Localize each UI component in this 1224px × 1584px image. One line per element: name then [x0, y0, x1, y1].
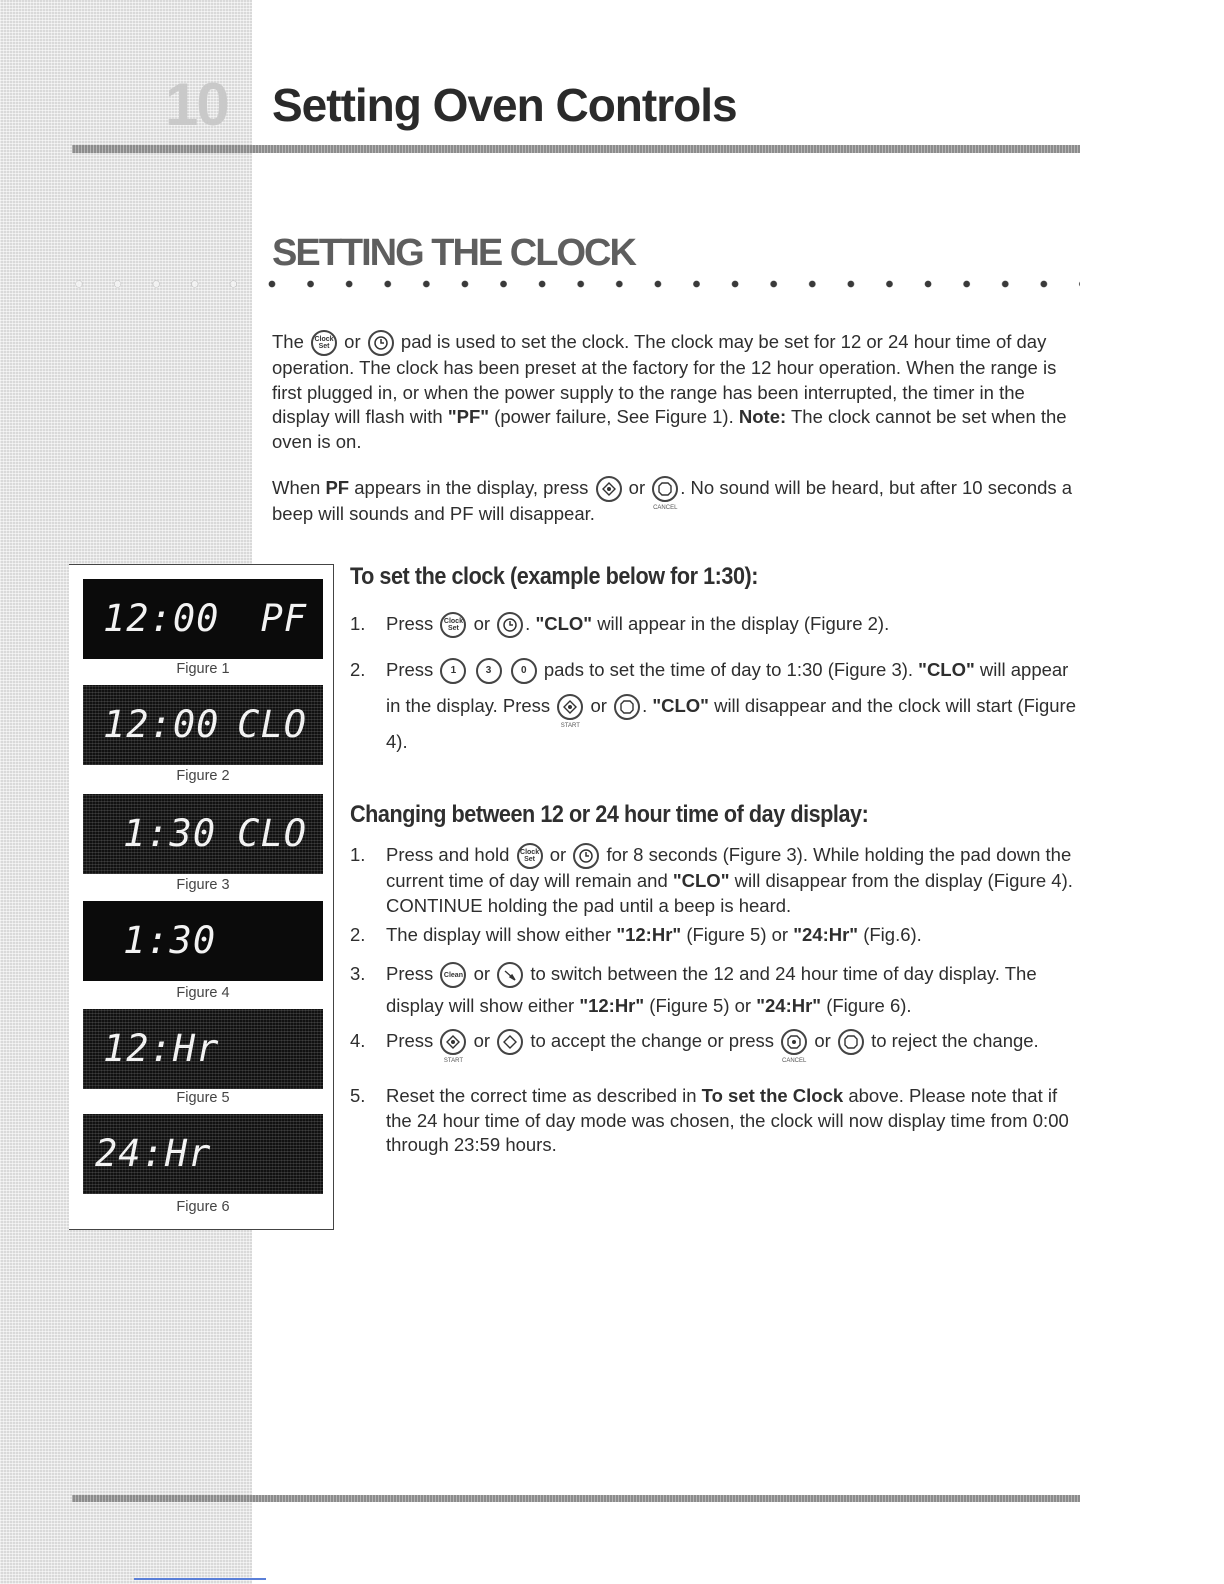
oven-display-figure-6 [83, 1114, 323, 1194]
set-clock-heading: To set the clock (example below for 1:30): [350, 563, 759, 590]
footer-rule [72, 1495, 1080, 1502]
text: (Fig.6). [863, 924, 922, 945]
text: appears in the display, press [354, 477, 589, 498]
oven-display-figure-2 [83, 685, 323, 765]
start-pad-icon [596, 476, 622, 502]
text: (Figure 5) or [686, 924, 789, 945]
text: (Figure 5) or [649, 995, 752, 1016]
text: or [473, 613, 491, 634]
self-clean-pad-icon [497, 962, 523, 988]
cancel-pad-icon [614, 694, 640, 720]
oven-display-figure-1 [83, 579, 323, 659]
text: above. Please note that if the 24 hour time of day mode was chosen, the clock will now display time from 0:00 through 23:59 hours. [386, 1085, 1069, 1155]
digit-1-pad-icon: 1 [440, 658, 466, 684]
text: to switch between the 12 and 24 hour time of day display. The display will show either [386, 963, 1037, 1016]
oven-display-figure-5 [83, 1009, 323, 1089]
change-step-1 [350, 843, 1080, 918]
hr12-code: "12:Hr" [616, 924, 682, 945]
text: Press and hold [386, 844, 510, 865]
display-time: 1:30 [123, 919, 217, 962]
digit-3-pad-icon: 3 [476, 658, 502, 684]
note-text: The clock cannot be set when the oven is on. [272, 406, 1067, 452]
text: for 8 seconds (Figure 3). While holding the pad down the current time of day will remain and [386, 844, 1072, 892]
step-number: 1. [350, 613, 366, 634]
text: When [272, 477, 321, 498]
oven-display-figure-3 [83, 794, 323, 874]
display-time: 12:00 [103, 597, 220, 640]
hr24-code: "24:Hr" [793, 924, 859, 945]
clo-code: "CLO" [918, 659, 975, 680]
clock-set-pad-icon: Clock Set [440, 612, 466, 638]
chapter-number: 10 [165, 71, 228, 138]
text: or [814, 1030, 831, 1051]
page-title: Setting Oven Controls [272, 79, 737, 131]
display-time: 1:30 [123, 812, 217, 855]
clock-pad-icon [573, 843, 599, 869]
clo-code: "CLO" [535, 613, 593, 634]
clock-pad-icon [368, 330, 394, 356]
text: will disappear from the display (Figure 4). CONTINUE holding the pad until a beep is heard. [386, 870, 1073, 916]
hr24-code: "24:Hr" [756, 995, 822, 1016]
change-step-2 [350, 923, 1080, 948]
start-pad-icon: START [440, 1029, 466, 1055]
header-rule [72, 145, 1080, 153]
text: or [628, 477, 646, 498]
display-time: 24:Hr [95, 1132, 212, 1175]
change-step-5 [350, 1084, 1080, 1158]
clo-code: "CLO" [672, 870, 730, 892]
note-label: Note: [738, 406, 787, 428]
hr12-code: "12:Hr" [579, 995, 645, 1016]
section-heading: SETTING THE CLOCK [272, 232, 635, 274]
text: or [590, 695, 607, 716]
text: Reset the correct time as described in [386, 1085, 697, 1106]
clean-pad-icon: Clean [440, 962, 466, 988]
text: Press [386, 1030, 434, 1051]
text: will appear in the display. Press [386, 659, 1069, 716]
text: pad is used to set the clock. The clock may be set for 12 or 24 hour time of day operation. The clock has been preset at the factory for the 12 hour operation. When the range is first plugged in, or when the power supply to the range has been interrupted, the timer in the display will flash with [272, 331, 1057, 428]
start-pad-icon: START [557, 694, 583, 720]
dotted-divider-side [75, 280, 250, 288]
step-number: 3. [350, 963, 366, 984]
start-arrow-pad-icon [497, 1029, 523, 1055]
display-time: 12:Hr [103, 1027, 220, 1070]
display-status: CLO [237, 812, 307, 855]
change-step-3 [350, 958, 1080, 1022]
step-number: 2. [350, 924, 366, 945]
display-status: PF [260, 597, 307, 640]
step-number: 5. [350, 1085, 366, 1106]
intro-paragraph [272, 330, 1080, 454]
figure-caption: Figure 5 [176, 1090, 230, 1106]
figures-panel [69, 564, 334, 1230]
oven-display-figure-4 [83, 901, 323, 981]
figure-caption: Figure 2 [176, 768, 230, 784]
text: to accept the change or press [530, 1030, 775, 1051]
text: will disappear and the clock will start (Figure 4). [386, 695, 1077, 752]
display-time: 12:00 [103, 703, 220, 746]
text: Press [386, 613, 434, 634]
figure-caption: Figure 4 [176, 985, 230, 1001]
text: or [473, 963, 491, 984]
clock-set-pad-icon: Clock Set [517, 843, 543, 869]
text: will appear in the display (Figure 2). [597, 613, 890, 634]
cancel-pad-icon [838, 1029, 864, 1055]
text: The [272, 331, 304, 352]
clo-code: "CLO" [652, 695, 709, 716]
figure-caption: Figure 6 [176, 1199, 230, 1215]
step-number: 2. [350, 659, 366, 680]
text: pads to set the time of day to 1:30 (Figure 3). [543, 659, 914, 680]
pf-code: "PF" [447, 406, 490, 428]
cancel-pad-icon: CANCEL [781, 1029, 807, 1055]
set-clock-step-2: 2. Press 1 3 0 pads to set the time of day to 1:30 (Figure 3). "CLO" will appear in the display. Press START or . "CLO" will disappear and the clock will start (Figure 4). [350, 652, 1080, 760]
figure-caption: Figure 3 [176, 877, 230, 893]
set-clock-reference: To set the Clock [701, 1085, 844, 1106]
display-status: CLO [237, 703, 307, 746]
scan-link-bar [134, 1578, 266, 1580]
text: or [549, 844, 567, 865]
text: (Figure 6). [826, 995, 912, 1016]
text: The display will show either [386, 924, 612, 945]
step-number: 4. [350, 1030, 366, 1051]
step-number: 1. [350, 844, 366, 865]
text: Press [386, 659, 434, 680]
text: . No sound will be heard, but after 10 seconds a beep will sounds and PF will disappear. [272, 477, 1073, 525]
change-step-4 [350, 1026, 1080, 1065]
text: Press [386, 963, 434, 984]
text: (power failure, See Figure 1). [494, 406, 734, 428]
text: or [473, 1030, 491, 1051]
clock-set-pad-icon: Clock Set [311, 330, 337, 356]
text: to reject the change. [871, 1030, 1039, 1051]
clock-pad-icon [497, 612, 523, 638]
digit-0-pad-icon: 0 [511, 658, 537, 684]
text: or [344, 331, 361, 352]
change-display-heading: Changing between 12 or 24 hour time of day display: [350, 801, 869, 828]
figure-caption: Figure 1 [176, 661, 230, 677]
set-clock-step-1: 1. Press Clock Set or . "CLO" will appear in the display (Figure 2). [350, 612, 1080, 638]
cancel-pad-icon: CANCEL [652, 476, 678, 502]
pf-code: PF [325, 477, 350, 498]
pf-paragraph [272, 476, 1080, 527]
